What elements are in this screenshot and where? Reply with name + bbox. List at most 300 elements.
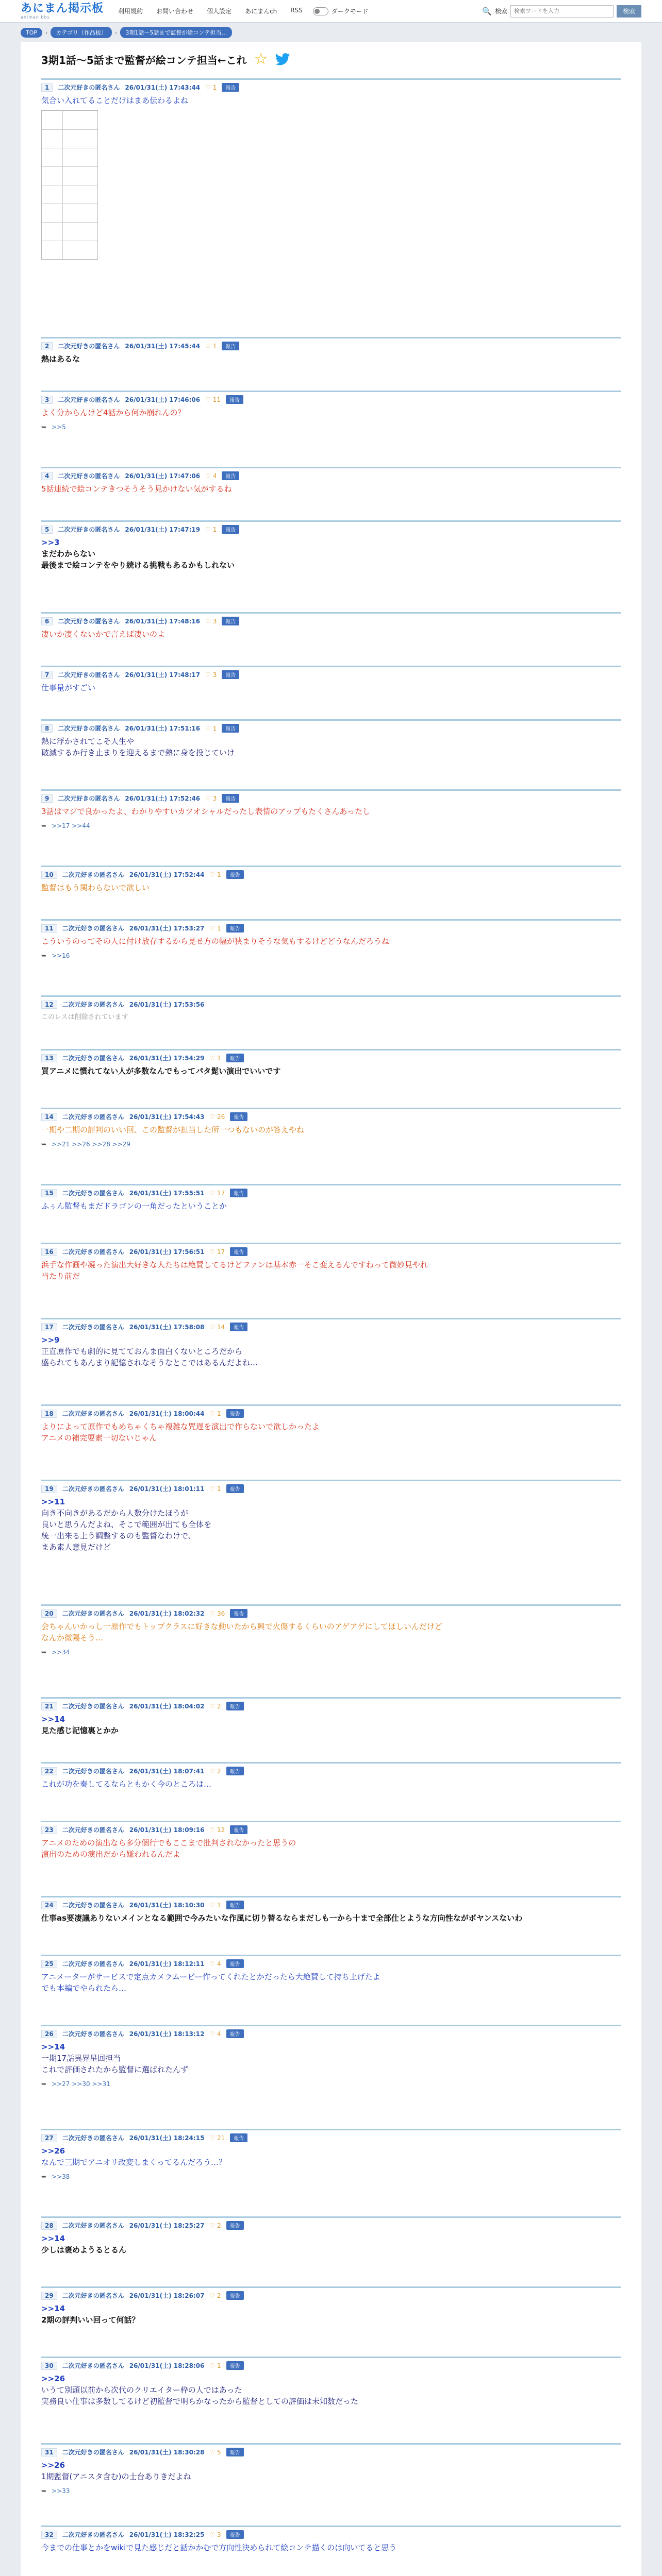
reply-links[interactable]: [41, 1649, 621, 1656]
post: [41, 789, 621, 829]
reply-anchor-link[interactable]: >>11: [41, 1497, 65, 1506]
reply-list[interactable]: >>33: [52, 2487, 70, 2495]
like-count[interactable]: [205, 671, 217, 679]
post: [41, 1243, 621, 1282]
post-number[interactable]: 28: [41, 2222, 57, 2230]
report-button[interactable]: 報告: [226, 2291, 244, 2300]
post-header: [41, 724, 621, 733]
page-title: 3期1話〜5話まで監督が絵コンテ担当←これ: [41, 54, 247, 66]
post-date: 26/01/31(土) 17:48:17: [125, 671, 201, 679]
post-date: 26/01/31(土) 17:45:44: [125, 343, 201, 350]
poster-name: 二次元好きの匿名さん: [62, 1703, 124, 1710]
reply-links[interactable]: [41, 2080, 621, 2088]
report-button[interactable]: 報告: [226, 1054, 244, 1062]
reply-anchor-link[interactable]: >>26: [41, 2146, 65, 2156]
reply-list[interactable]: >>5: [52, 423, 66, 431]
poster-name: 二次元好きの匿名さん: [58, 84, 120, 91]
search-icon: 🔍: [482, 6, 492, 16]
dark-mode-label: ダークモード: [331, 8, 369, 15]
post-text-line: 仕事量がすごい: [41, 683, 96, 692]
post-text-line: 少しは褒めようるとるん: [41, 2245, 127, 2255]
report-button[interactable]: 報告: [222, 342, 239, 350]
post-date: 26/01/31(土) 17:48:16: [125, 618, 201, 625]
post-number[interactable]: 27: [41, 2134, 57, 2142]
breadcrumb-top[interactable]: TOP: [21, 28, 42, 38]
like-count[interactable]: [209, 2362, 221, 2369]
post-number[interactable]: 10: [41, 871, 57, 879]
reply-list[interactable]: >>17 >>44: [52, 822, 90, 829]
report-button[interactable]: 報告: [230, 2133, 247, 2142]
heart-icon: ♡: [205, 794, 211, 802]
post-header: [41, 1825, 621, 1834]
poster-name: 二次元好きの匿名さん: [62, 2362, 124, 2369]
report-button[interactable]: 報告: [222, 83, 239, 92]
search-button[interactable]: 検索: [617, 5, 641, 18]
post-date: 26/01/31(土) 17:54:43: [129, 1113, 205, 1121]
post-number[interactable]: 4: [41, 472, 53, 480]
post-text-line: 1期監督(アニスタ含む)の士台ありきだよね: [41, 2472, 191, 2481]
reply-anchor-link[interactable]: >>14: [41, 2042, 65, 2052]
poster-name: 二次元好きの匿名さん: [62, 1248, 124, 1256]
like-value: 4: [217, 2030, 221, 2038]
post-number[interactable]: 14: [41, 1113, 57, 1121]
post-date: 26/01/31(土) 18:01:11: [129, 1485, 205, 1493]
post-header: [41, 83, 621, 92]
poster-name: 二次元好きの匿名さん: [58, 795, 120, 802]
reply-list[interactable]: >>38: [52, 2173, 70, 2180]
post: [41, 1184, 621, 1212]
report-button[interactable]: 報告: [230, 1189, 247, 1197]
report-button[interactable]: 報告: [222, 617, 239, 625]
post-text-line: これが功を奏してるならともかく今のところは…: [41, 1780, 212, 1789]
like-value: 3: [212, 617, 217, 625]
report-button[interactable]: 報告: [222, 794, 239, 803]
like-count[interactable]: [209, 1190, 225, 1197]
toggle-switch[interactable]: [313, 7, 328, 15]
post-date: 26/01/31(土) 17:43:44: [125, 84, 201, 91]
like-count[interactable]: [209, 1113, 225, 1121]
post-text-line: 買アニメに慣れてない人が多数なんでもってパタ髭い演出でいいです: [41, 1066, 281, 1076]
heart-icon: ♡: [209, 1113, 216, 1121]
post-body: [41, 2145, 621, 2168]
reply-links[interactable]: [41, 2173, 621, 2180]
like-count[interactable]: [209, 1055, 221, 1062]
post-text-line: 実務良い仕事は多数してるけど初監督で明らかなったから監督としての評価は未知数だった: [41, 2397, 359, 2406]
post: [41, 1762, 621, 1790]
like-count[interactable]: [209, 1248, 225, 1256]
report-button[interactable]: 報告: [226, 1409, 244, 1418]
post-text-line: いうて別頭以前から次代のクリエイター枠の人ではあった: [41, 2385, 242, 2395]
post: [41, 612, 621, 640]
post-text-line: こういうのってその人に付け放存するから見せ方の幅が狭まりそうな気もするけどどうなんだろうね: [41, 937, 389, 946]
heart-icon: ♡: [209, 2531, 216, 2538]
like-value: 5: [217, 2448, 221, 2456]
post-text-line: アニメーターがサービスで定点カメラムービー作ってくれたとかだったら大絶賛して持ち上げたよ: [41, 1972, 380, 1981]
heart-icon: ♡: [209, 924, 216, 932]
like-value: 4: [212, 472, 217, 480]
attached-image[interactable]: [41, 110, 98, 260]
post-text-line: 凄いか凄くないかで言えば凄いのよ: [41, 630, 166, 639]
post-number[interactable]: 3: [41, 396, 53, 404]
report-button[interactable]: 報告: [230, 1609, 247, 1618]
post-body: [41, 1496, 621, 1553]
post-text-line: よりによって原作でもめちゃくちゃ複雑な咒遅を演出で作らないで欲しかったよ: [41, 1422, 320, 1431]
like-count[interactable]: [209, 871, 221, 878]
report-button[interactable]: 報告: [230, 1323, 247, 1331]
like-count[interactable]: [209, 2134, 225, 2142]
poster-name: 二次元好きの匿名さん: [62, 1610, 124, 1617]
logo-subtext: animan bbs: [21, 15, 50, 20]
post: [41, 78, 621, 260]
post-number[interactable]: 9: [41, 794, 53, 803]
post-body: [41, 1421, 621, 1444]
post-header: [41, 794, 621, 803]
post-number[interactable]: 13: [41, 1054, 57, 1062]
heart-icon: ♡: [209, 1609, 216, 1617]
post: [41, 1404, 621, 1444]
post-text-line: 会ちゃんいかっし一原作でもトップクラスに好きな動いたから興で火傷するくらいのアゲアゲにしてほしいんだけど: [41, 1622, 442, 1631]
like-count[interactable]: [209, 2531, 221, 2538]
heart-icon: ♡: [209, 871, 216, 878]
poster-name: 二次元好きの匿名さん: [62, 1113, 124, 1121]
post-number[interactable]: 30: [41, 2362, 57, 2370]
reply-list[interactable]: >>16: [52, 952, 70, 959]
post-number[interactable]: 2: [41, 342, 53, 350]
report-button[interactable]: 報告: [226, 870, 244, 879]
poster-name: 二次元好きの匿名さん: [62, 1960, 124, 1968]
nav-animanch[interactable]: あにまんch: [245, 8, 277, 15]
report-button[interactable]: 報告: [226, 2530, 244, 2539]
heart-icon: ♡: [209, 1054, 216, 1062]
report-button[interactable]: 報告: [226, 1767, 244, 1775]
like-count[interactable]: [209, 2030, 221, 2038]
reply-links[interactable]: [41, 822, 621, 829]
header-nav: [118, 7, 303, 15]
post-body: [41, 629, 621, 640]
like-count[interactable]: [209, 1768, 221, 1775]
heart-icon: ♡: [209, 2222, 216, 2229]
report-button[interactable]: 報告: [226, 924, 244, 933]
post-header: [41, 471, 621, 480]
chevron-right-icon: ›: [45, 29, 48, 36]
like-value: 1: [217, 2362, 221, 2369]
post-number[interactable]: 15: [41, 1189, 57, 1197]
reply-icon: ➥: [41, 952, 47, 959]
nav-terms[interactable]: 利用規約: [118, 8, 143, 15]
like-value: 26: [217, 1113, 225, 1121]
poster-name: 二次元好きの匿名さん: [62, 1902, 124, 1909]
reply-anchor-link[interactable]: >>3: [41, 538, 60, 547]
like-count[interactable]: [209, 1902, 221, 1909]
reply-links[interactable]: [41, 1141, 621, 1148]
post-body: [41, 353, 621, 365]
post-header: [41, 1901, 621, 1909]
report-button[interactable]: 報告: [226, 2029, 244, 2038]
like-value: 3: [212, 794, 217, 802]
heart-icon: ♡: [205, 396, 211, 403]
post-text-line: 浜手な作画や凝った演出大好きな人たちは絶賛してるけどファンは基本赤一そこ変えるんですねって微妙見やれ: [41, 1260, 428, 1269]
site-logo[interactable]: [21, 3, 104, 20]
poster-name: 二次元好きの匿名さん: [62, 1324, 124, 1331]
like-count[interactable]: [209, 1485, 221, 1493]
reply-icon: ➥: [41, 423, 47, 431]
like-count[interactable]: [209, 2292, 221, 2299]
report-button[interactable]: 報告: [226, 1702, 244, 1710]
post-number[interactable]: 16: [41, 1248, 57, 1256]
logo-text: あにまん掲示板: [21, 2, 104, 15]
heart-icon: ♡: [209, 1189, 216, 1197]
post-date: 26/01/31(土) 18:07:41: [129, 1768, 205, 1775]
post-header: [41, 1959, 621, 1968]
report-button[interactable]: 報告: [226, 1959, 244, 1968]
like-count[interactable]: [209, 1960, 221, 1968]
post-date: 26/01/31(土) 17:47:19: [125, 526, 201, 533]
post-header: [41, 670, 621, 679]
post-number[interactable]: 7: [41, 671, 53, 679]
like-value: 1: [217, 1485, 221, 1493]
post-number[interactable]: 31: [41, 2448, 57, 2456]
post-text-line: 演出のための演出だから嫌われるんだよ: [41, 1850, 181, 1859]
post-text-line: 当たり前だ: [41, 1272, 80, 1281]
like-value: 2: [217, 1767, 221, 1775]
report-button[interactable]: 報告: [226, 395, 243, 404]
post-number[interactable]: 1: [41, 83, 53, 92]
post-date: 26/01/31(土) 17:58:08: [129, 1324, 205, 1331]
like-count[interactable]: [209, 1826, 225, 1834]
reply-list[interactable]: >>27 >>30 >>31: [52, 2080, 110, 2088]
reply-anchor-link[interactable]: >>9: [41, 1335, 60, 1345]
like-value: 1: [212, 724, 217, 732]
post-date: 26/01/31(土) 18:10:30: [129, 1902, 205, 1909]
site-header: [0, 0, 662, 23]
post-header: [41, 1409, 621, 1418]
report-button[interactable]: 報告: [230, 1112, 247, 1121]
favorite-star-icon[interactable]: ☆: [254, 50, 268, 68]
post: [41, 1604, 621, 1656]
post-header: [41, 1609, 621, 1618]
post-number[interactable]: 19: [41, 1485, 57, 1493]
reply-links[interactable]: [41, 423, 621, 431]
post-number[interactable]: 8: [41, 724, 53, 733]
post-text-line: これで評価されたから監督に選ばれたんず: [41, 2065, 189, 2074]
thread-main: [21, 42, 641, 2576]
like-count[interactable]: [205, 343, 217, 350]
post-date: 26/01/31(土) 18:13:12: [129, 2030, 205, 2038]
post-body: [41, 2041, 621, 2075]
post-date: 26/01/31(土) 18:00:44: [129, 1410, 205, 1417]
like-count[interactable]: [209, 1610, 225, 1617]
post-text-line: 仕事as要凄議ありないメインとなる範囲で今みたいな作風に切り替るならまだしも一から十まで全部仕とような方向性ながボヤンスないわ: [41, 1913, 523, 1923]
post-body: [41, 2542, 621, 2553]
like-count[interactable]: [205, 618, 217, 625]
post-number[interactable]: 17: [41, 1323, 57, 1331]
post-date: 26/01/31(土) 18:25:27: [129, 2222, 205, 2229]
post-number[interactable]: 11: [41, 924, 57, 933]
heart-icon: ♡: [205, 526, 211, 533]
poster-name: 二次元好きの匿名さん: [62, 1768, 124, 1775]
reply-list[interactable]: >>34: [52, 1649, 70, 1656]
report-button[interactable]: 報告: [222, 471, 239, 480]
post-text-line: 盛られてもあんまり記憶されなそうなとこではあるんだよね…: [41, 1358, 258, 1367]
post-body: [41, 1837, 621, 1860]
report-button[interactable]: 報告: [222, 724, 239, 733]
heart-icon: ♡: [209, 2448, 216, 2456]
post-body: [41, 483, 621, 495]
reply-anchor-link[interactable]: >>14: [41, 2304, 65, 2313]
poster-name: 二次元好きの匿名さん: [62, 1485, 124, 1493]
breadcrumb-category[interactable]: カテゴリ（作品板）: [51, 27, 112, 38]
reply-icon: ➥: [41, 1141, 47, 1148]
post-header: [41, 342, 621, 350]
like-count[interactable]: [205, 795, 217, 802]
poster-name: 二次元好きの匿名さん: [62, 2292, 124, 2299]
post-number[interactable]: 22: [41, 1767, 57, 1775]
nav-rss[interactable]: RSS: [290, 7, 303, 14]
post: [41, 2216, 621, 2256]
reply-anchor-link[interactable]: >>14: [41, 1715, 65, 1724]
report-button[interactable]: 報告: [226, 1484, 244, 1493]
heart-icon: ♡: [209, 2362, 216, 2369]
like-count[interactable]: [205, 396, 221, 403]
post-text-line: アニメの補完要素一切ないじゃん: [41, 1433, 157, 1443]
reply-icon: ➥: [41, 2080, 47, 2088]
like-value: 12: [217, 1826, 225, 1834]
post: [41, 467, 621, 495]
reply-anchor-link[interactable]: >>26: [41, 2374, 65, 2383]
reply-links[interactable]: [41, 2487, 621, 2495]
like-value: 36: [217, 1609, 225, 1617]
post-body: [41, 1124, 621, 1136]
like-count[interactable]: [205, 526, 217, 533]
poster-name: 二次元好きの匿名さん: [58, 526, 120, 533]
report-button[interactable]: 報告: [226, 1901, 244, 1909]
report-button[interactable]: 報告: [230, 1825, 247, 1834]
post: [41, 2129, 621, 2180]
report-button[interactable]: 報告: [226, 2221, 244, 2230]
post-text-line: 5話連続で絵コンテきつそうそう見かけない気がするね: [41, 484, 232, 494]
nav-contact[interactable]: お問い合わせ: [156, 8, 194, 15]
post-body: [41, 2460, 621, 2482]
like-count[interactable]: [205, 725, 217, 732]
post-header: [41, 1767, 621, 1775]
poster-name: 二次元好きの匿名さん: [58, 618, 120, 625]
post: [41, 2357, 621, 2407]
post-body: [41, 2303, 621, 2326]
post-number[interactable]: 18: [41, 1410, 57, 1418]
dark-mode-toggle[interactable]: [313, 7, 369, 15]
nav-settings[interactable]: 個人設定: [207, 8, 232, 15]
post-text-line: アニメのための演出なら多分個行でもここまで批判されなかったと思うの: [41, 1838, 296, 1848]
post-header: [41, 1484, 621, 1493]
post-text-line: なんで三期でアニオリ改変しまくってるんだろう…？: [41, 2158, 226, 2167]
like-value: 1: [217, 1410, 221, 1417]
like-value: 1: [217, 871, 221, 878]
like-count[interactable]: [209, 1703, 221, 1710]
like-count[interactable]: [205, 84, 217, 91]
post-number[interactable]: 32: [41, 2531, 57, 2539]
post-number[interactable]: 29: [41, 2292, 57, 2300]
post-header: [41, 2221, 621, 2230]
post: [41, 995, 621, 1023]
search-input[interactable]: [510, 5, 614, 18]
like-value: 3: [217, 2531, 221, 2538]
post-date: 26/01/31(土) 18:28:06: [129, 2362, 205, 2369]
post-body: [41, 1971, 621, 1994]
report-button[interactable]: 報告: [222, 525, 239, 534]
post-body: [41, 1259, 621, 1282]
post-body: [41, 806, 621, 817]
post-text-line: 良いと思うんだよね、そこで範囲が出ても全体を: [41, 1520, 212, 1529]
search-label: 検索: [494, 8, 507, 15]
post-number[interactable]: 21: [41, 1702, 57, 1710]
post-text-line: このレスは削除されています: [41, 1013, 128, 1021]
like-count[interactable]: [209, 2449, 221, 2456]
reply-icon: ➥: [41, 822, 47, 829]
post-list: [41, 78, 621, 2576]
post-text-line: でも本編でやられたら…: [41, 1984, 127, 1993]
reply-anchor-link[interactable]: >>26: [41, 2461, 65, 2470]
post-date: 26/01/31(土) 17:52:44: [129, 871, 205, 878]
post-text-line: 2期の評判いい回って何話？: [41, 2315, 140, 2325]
post-number[interactable]: 25: [41, 1960, 57, 1968]
like-value: 1: [212, 526, 217, 533]
post-header: [41, 1189, 621, 1197]
post-header: [41, 924, 621, 933]
like-value: 11: [212, 396, 221, 403]
post-number[interactable]: 12: [41, 1001, 57, 1009]
post-header: [41, 1000, 621, 1009]
post-body: [41, 407, 621, 418]
post: [41, 2526, 621, 2553]
post-number[interactable]: 24: [41, 1901, 57, 1909]
heart-icon: ♡: [205, 472, 211, 480]
reply-links[interactable]: [41, 952, 621, 959]
post-header: [41, 2133, 621, 2142]
like-count[interactable]: [209, 1410, 221, 1417]
poster-name: 二次元好きの匿名さん: [62, 2222, 124, 2229]
post-header: [41, 1247, 621, 1256]
report-button[interactable]: 報告: [222, 670, 239, 679]
like-count[interactable]: [209, 2222, 221, 2229]
reply-anchor-link[interactable]: >>14: [41, 2234, 65, 2243]
post-date: 26/01/31(土) 18:02:32: [129, 1610, 205, 1617]
report-button[interactable]: 報告: [226, 2448, 244, 2456]
post-text-line: 最後まで絵コンテをやり続ける挑戦もあるかもしれない: [41, 561, 235, 570]
like-value: 2: [217, 2222, 221, 2229]
reply-list[interactable]: >>21 >>26 >>28 >>29: [52, 1141, 131, 1148]
like-count[interactable]: [209, 1324, 225, 1331]
post-number[interactable]: 23: [41, 1826, 57, 1834]
report-button[interactable]: 報告: [230, 1247, 247, 1256]
post-number[interactable]: 6: [41, 617, 53, 625]
post-number[interactable]: 26: [41, 2030, 57, 2038]
heart-icon: ♡: [205, 617, 211, 625]
like-count[interactable]: [205, 472, 217, 480]
post-body: [41, 1065, 621, 1077]
poster-name: 二次元好きの匿名さん: [62, 2449, 124, 2456]
post-number[interactable]: 5: [41, 526, 53, 534]
post-date: 26/01/31(土) 18:30:28: [129, 2449, 205, 2456]
post-text-line: 破滅するか行き止まりを迎えるまで熱に身を投じていけ: [41, 748, 235, 757]
heart-icon: ♡: [209, 1248, 216, 1256]
twitter-bird-icon[interactable]: [275, 53, 290, 65]
poster-name: 二次元好きの匿名さん: [62, 1826, 124, 1834]
like-count[interactable]: [209, 925, 221, 932]
post-number[interactable]: 20: [41, 1609, 57, 1618]
post: [41, 919, 621, 959]
breadcrumb-thread[interactable]: 3期1話〜5話まで監督が絵コンテ担当…: [120, 27, 232, 38]
report-button[interactable]: 報告: [226, 2361, 244, 2370]
